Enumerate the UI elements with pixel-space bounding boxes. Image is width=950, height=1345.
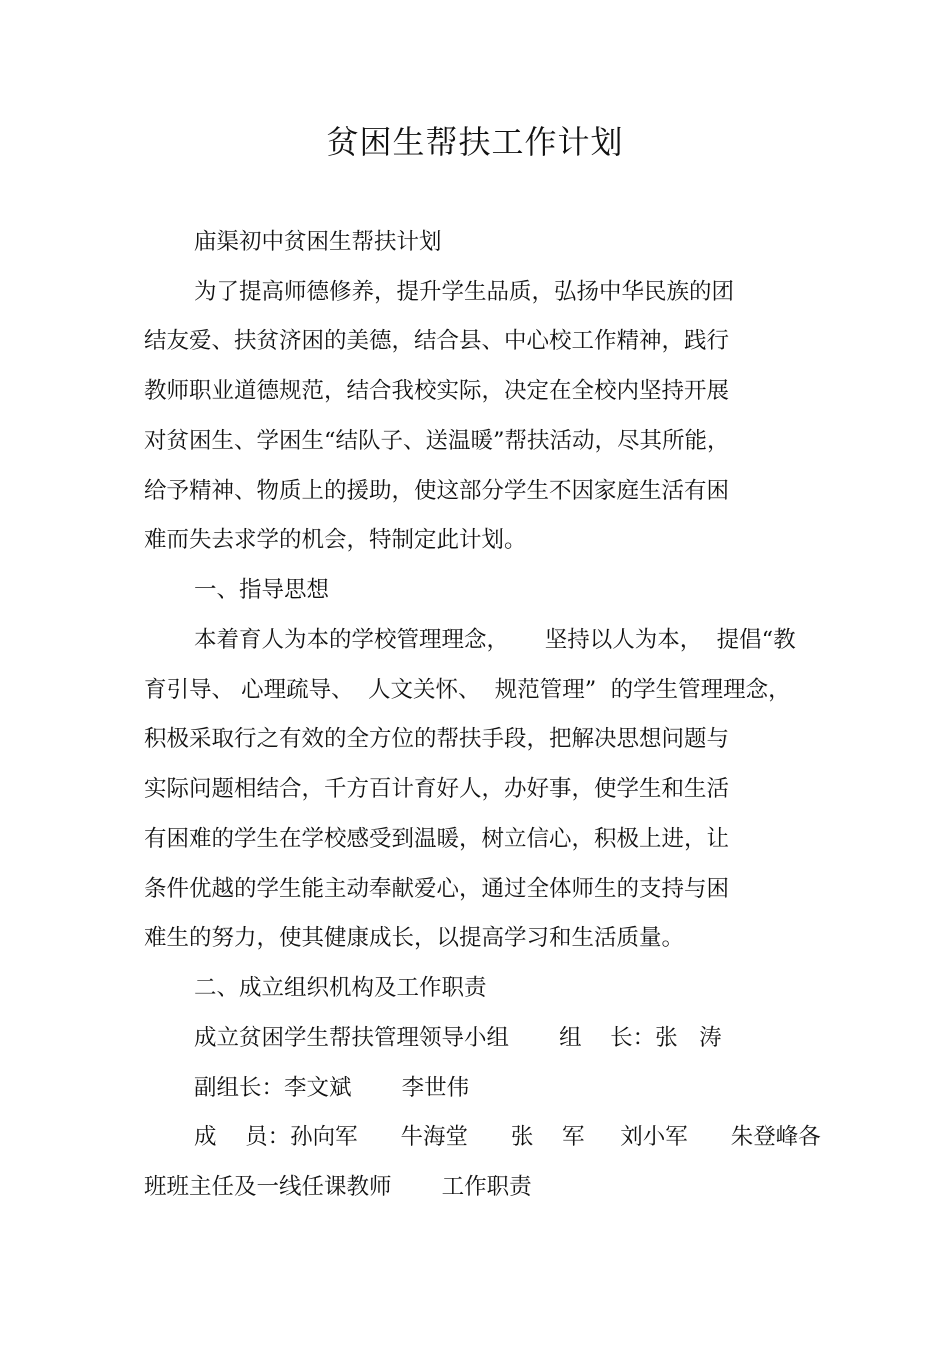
paragraph-line: 实际问题相结合，千方百计育好人，办好事，使学生和生活: [144, 776, 730, 802]
paragraph-line: 对贫困生、学困生“结队子、送温暖”帮扶活动，尽其所能，: [144, 428, 730, 454]
paragraph-line: 条件优越的学生能主动奉献爱心，通过全体师生的支持与困: [144, 876, 730, 902]
paragraph-line: 本着育人为本的学校管理理念， 坚持以人为本， 提倡“教: [194, 627, 796, 653]
section-heading-organization: 二、成立组织机构及工作职责: [194, 975, 487, 1001]
paragraph-line: 难而失去求学的机会，特制定此计划。: [144, 527, 527, 553]
paragraph-line: 教师职业道德规范，结合我校实际，决定在全校内坚持开展: [144, 378, 730, 404]
paragraph-line: 结友爱、扶贫济困的美德，结合县、中心校工作精神，践行: [144, 328, 730, 354]
paragraph-line: 积极采取行之有效的全方位的帮扶手段，把解决思想问题与: [144, 726, 730, 752]
members-continuation-line: 班班主任及一线任课教师 工作职责: [144, 1174, 532, 1200]
paragraph-line: 难生的努力，使其健康成长，以提高学习和生活质量。: [144, 925, 685, 951]
school-plan-heading: 庙渠初中贫困生帮扶计划: [194, 229, 442, 255]
paragraph-line: 为了提高师德修养，提升学生品质，弘扬中华民族的团: [194, 279, 735, 305]
members-line: 成 员：孙向军 牛海堂 张 军 刘小军 朱登峰各: [194, 1124, 821, 1150]
section-heading-guiding-thought: 一、指导思想: [194, 577, 330, 603]
paragraph-line: 有困难的学生在学校感受到温暖，树立信心，积极上进，让: [144, 826, 730, 852]
paragraph-line: 育引导、 心理疏导、 人文关怀、 规范管理” 的学生管理理念，: [144, 677, 791, 703]
leadership-group-line: 成立贫困学生帮扶管理领导小组 组 长：张 涛: [194, 1025, 722, 1051]
deputy-leaders-line: 副组长：李文斌 李世伟: [194, 1075, 470, 1101]
paragraph-line: 给予精神、物质上的援助，使这部分学生不因家庭生活有困: [144, 478, 730, 504]
document-title: 贫困生帮扶工作计划: [326, 123, 624, 161]
